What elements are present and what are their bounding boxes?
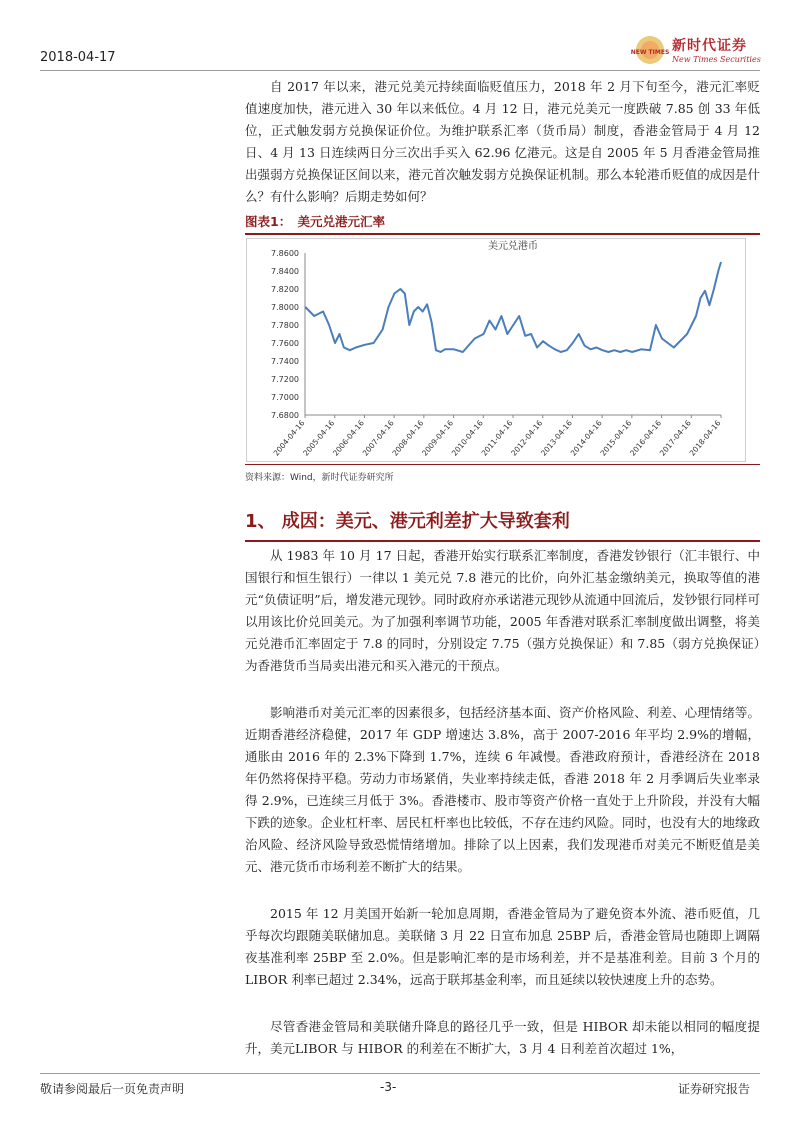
y-tick-label: 7.7000 — [271, 393, 299, 402]
x-tick-label: 2007-04-16 — [360, 418, 396, 458]
header-divider — [40, 70, 760, 71]
x-tick-label: 2009-04-16 — [420, 418, 456, 458]
x-tick-label: 2014-04-16 — [568, 418, 604, 458]
x-tick-label: 2004-04-16 — [271, 418, 307, 458]
section-title: 1、 成因：美元、港元利差扩大导致套利 — [245, 511, 570, 532]
footer-disclaimer: 敬请参阅最后一页免责声明 — [40, 1082, 185, 1096]
figure-source: 资料来源：Wind，新时代证券研究所 — [245, 473, 394, 483]
paragraph-factors: 影响港币对美元汇率的因素很多，包括经济基本面、资产价格风险、利差、心理情绪等。近期香港经济稳健，2017 年 GDP 增速达 3.8%，高于 2007-2016 年平均 2.9%的增幅，通胀由 2016 年的 2.3%下降到 1.7%，连续 6 年减慢。香港政府预计，香港经济在 2018 年仍然将保持平稳。劳动力市场紧俏，失业率持续走低，香港 2018 年 2 月季调后失业率录得 2.9%，已连续三月低于 3%。香港楼市、股市等资产价格一直处于上升阶段，并没有大幅下跌的迹象。企业杠杆率、居民杠杆率也比较低，不存在违约风险。同时，也没有大的地缘政治风险、经济风险导致恐慌情绪增加。排除了以上因素，我们发现港币对美元不断贬值是美元、港元货币市场利差不断扩大的结果。 — [245, 705, 760, 874]
x-tick-label: 2006-04-16 — [331, 418, 366, 458]
figure-bottom-rule — [245, 464, 760, 465]
y-tick-label: 7.7800 — [271, 321, 299, 330]
x-tick-label: 2010-04-16 — [449, 418, 485, 458]
x-tick-label: 2013-04-16 — [539, 418, 574, 458]
figure-title: 图表1： 美元兑港元汇率 — [245, 214, 385, 229]
exchange-rate-chart — [247, 239, 745, 461]
x-tick-label: 2008-04-16 — [390, 418, 426, 458]
report-date: 2018-04-17 — [40, 50, 116, 65]
footer-report-type: 证券研究报告 — [678, 1082, 751, 1096]
y-tick-label: 7.7200 — [271, 375, 299, 384]
figure-title-rule — [245, 233, 760, 235]
y-tick-label: 7.8400 — [271, 267, 299, 276]
logo-emblem-text: NEW TIMES — [630, 49, 670, 56]
paragraph-intro: 自 2017 年以来，港元兑美元持续面临贬值压力，2018 年 2 月下旬至今，港元汇率贬值速度加快，港元进入 30 年以来低位。4 月 12 日，港元兑美元一度跌破 7.85 创 33 年低位，正式触发弱方兑换保证价位。为维护联系汇率（货币局）制度，香港金管局于 4 月 12 日、4 月 13 日连续两日分三次出手买入 62.96 亿港元。这是自 2005 年 5 月香港金管局推出强弱方兑换保证区间以来，港元首次触发弱方兑换保证机制。那么本轮港币贬值的成因是什么？有什么影响？后期走势如何？ — [245, 79, 760, 204]
y-tick-label: 7.7400 — [271, 357, 299, 366]
usd-hkd-series-line — [305, 262, 721, 352]
chart-container — [246, 238, 746, 462]
y-tick-label: 7.8200 — [271, 285, 299, 294]
x-tick-label: 2011-04-16 — [479, 418, 515, 458]
footer-divider — [40, 1073, 760, 1074]
paragraph-rate-hikes: 2015 年 12 月美国开始新一轮加息周期，香港金管局为了避免资本外流、港币贬值，几乎每次均跟随美联储加息。美联储 3 月 22 日宣布加息 25BP 后，香港金管局也随即上调隔夜基准利率 25BP 至 2.0%。但是影响汇率的是市场利差，并不是基准利差。目前 3 个月的 LIBOR 利率已超过 2.34%，远高于联邦基金利率，而且延续以较快速度上升的态势。 — [245, 906, 760, 987]
y-tick-label: 7.6800 — [271, 411, 299, 420]
x-tick-label: 2017-04-16 — [657, 418, 693, 458]
y-tick-label: 7.8600 — [271, 249, 299, 258]
section-title-rule — [245, 540, 760, 542]
paragraph-peg-history: 从 1983 年 10 月 17 日起，香港开始实行联系汇率制度，香港发钞银行（汇丰银行、中国银行和恒生银行）一律以 1 美元兑 7.8 港元的比价，向外汇基金缴纳美元，换取等值的港元“负债证明”后，增发港元现钞。同时政府亦承诺港元现钞从流通中回流后，发钞银行同样可以用该比价兑回美元。为了加强利率调节功能，2005 年香港对联系汇率制度做出调整，将美元兑港币汇率固定于 7.8 的同时，分别设定 7.75（强方兑换保证）和 7.85（弱方兑换保证）为香港货币当局卖出港元和买入港元的干预点。 — [245, 548, 760, 673]
x-tick-label: 2005-04-16 — [301, 418, 337, 458]
paragraph-libor-hibor: 尽管香港金管局和美联储升降息的路径几乎一致，但是 HIBOR 却未能以相同的幅度提升，美元LIBOR 与 HIBOR 的利差在不断扩大，3 月 4 日利差首次超过 1%， — [245, 1019, 760, 1056]
chart-title: 美元兑港币 — [488, 241, 538, 252]
y-tick-label: 7.7600 — [271, 339, 299, 348]
company-name: 新时代证券 — [672, 38, 747, 54]
page-number: -3- — [380, 1080, 397, 1094]
x-tick-label: 2015-04-16 — [598, 418, 634, 458]
y-tick-label: 7.8000 — [271, 303, 299, 312]
x-tick-label: 2012-04-16 — [509, 418, 545, 458]
x-tick-label: 2016-04-16 — [628, 418, 664, 458]
x-tick-label: 2018-04-16 — [687, 418, 723, 458]
company-subtitle: New Times Securities — [672, 55, 761, 64]
